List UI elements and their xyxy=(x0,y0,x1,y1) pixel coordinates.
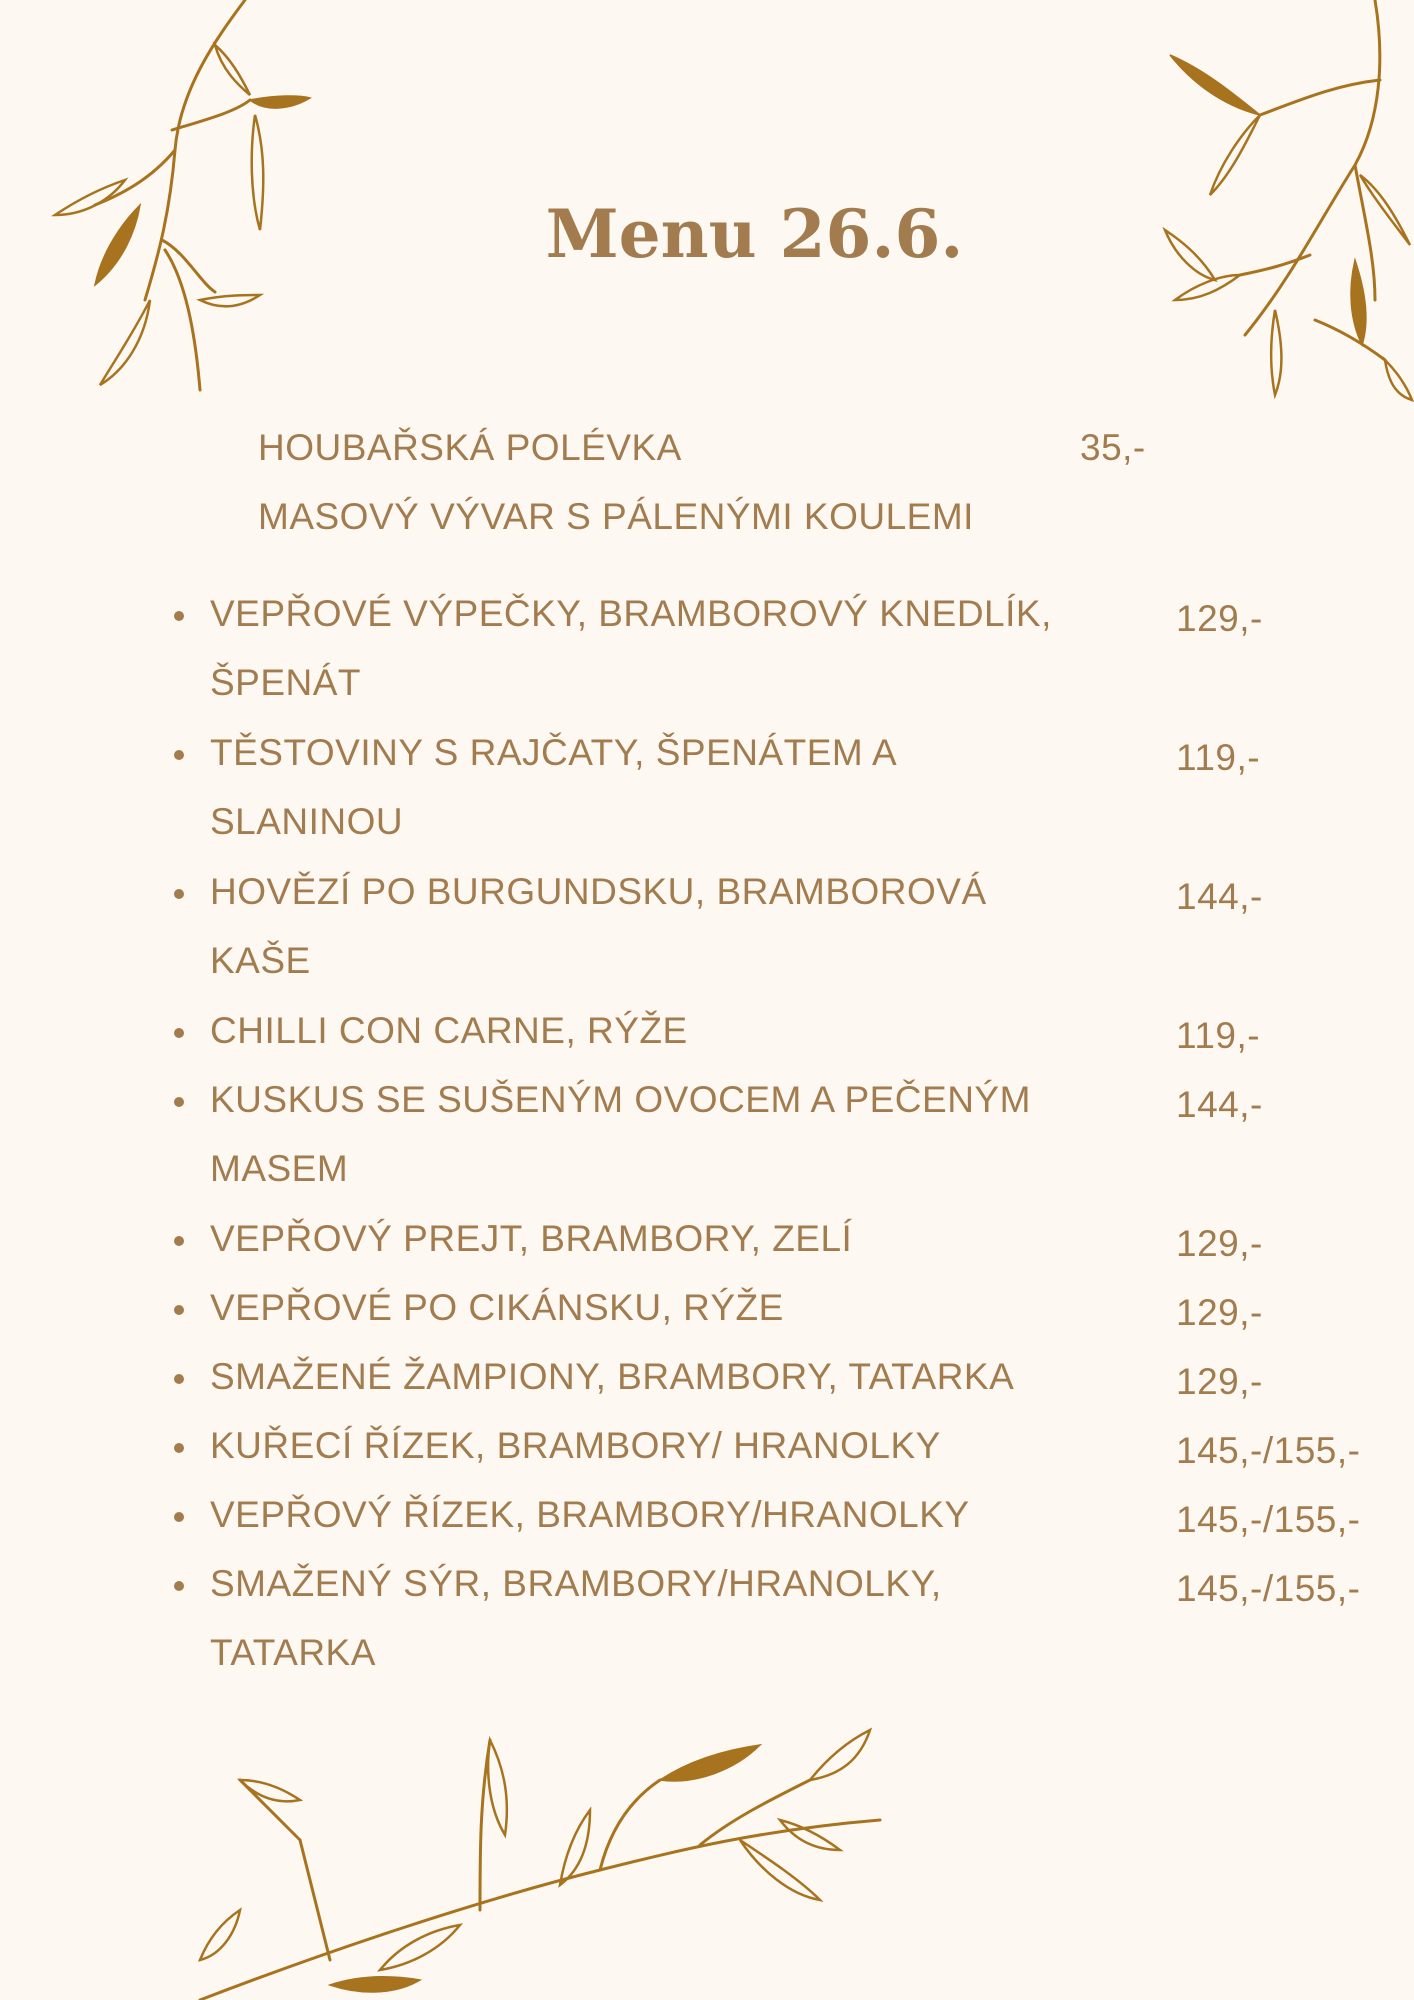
dish-price: 144,- xyxy=(1176,876,1263,917)
bullet-icon xyxy=(174,611,184,621)
bullet-icon xyxy=(174,1443,184,1453)
bullet-icon xyxy=(174,889,184,899)
bullet-icon xyxy=(174,1305,184,1315)
bullet-icon xyxy=(174,1236,184,1246)
soup-name: HOUBAŘSKÁ POLÉVKA xyxy=(258,427,682,468)
dish-price: 145,-/155,- xyxy=(1176,1499,1361,1540)
dish-price: 145,-/155,- xyxy=(1176,1568,1361,1609)
bullet-icon xyxy=(174,1374,184,1384)
dish-name: VEPŘOVÝ ŘÍZEK, BRAMBORY/HRANOLKY xyxy=(210,1494,970,1535)
dish-price: 144,- xyxy=(1176,1084,1263,1125)
dish-price: 129,- xyxy=(1176,598,1263,639)
dish-name-continued: SLANINOU xyxy=(210,801,404,842)
soup-name: MASOVÝ VÝVAR S PÁLENÝMI KOULEMI xyxy=(258,496,974,537)
branch-decoration-bottom xyxy=(180,1720,900,2000)
dish-name: KUSKUS SE SUŠENÝM OVOCEM A PEČENÝM xyxy=(210,1079,1031,1120)
dish-price: 119,- xyxy=(1176,1015,1261,1056)
dish-name-continued: TATARKA xyxy=(210,1632,376,1673)
bullet-icon xyxy=(174,1512,184,1522)
dish-name: VEPŘOVÉ VÝPEČKY, BRAMBOROVÝ KNEDLÍK, xyxy=(210,593,1052,634)
dish-name-continued: MASEM xyxy=(210,1148,349,1189)
dish-price: 129,- xyxy=(1176,1292,1263,1333)
dish-price: 145,-/155,- xyxy=(1176,1430,1361,1471)
dish-price: 119,- xyxy=(1176,737,1261,778)
dish-price: 129,- xyxy=(1176,1361,1263,1402)
bullet-icon xyxy=(174,1028,184,1038)
bullet-icon xyxy=(174,750,184,760)
dish-price: 129,- xyxy=(1176,1223,1263,1264)
dish-name: KUŘECÍ ŘÍZEK, BRAMBORY/ HRANOLKY xyxy=(210,1425,941,1466)
dish-name-continued: ŠPENÁT xyxy=(210,662,362,703)
dish-name: VEPŘOVÝ PREJT, BRAMBORY, ZELÍ xyxy=(210,1218,853,1259)
dish-name: SMAŽENÝ SÝR, BRAMBORY/HRANOLKY, xyxy=(210,1563,942,1604)
soup-price: 35,- xyxy=(1080,427,1146,468)
dish-name: CHILLI CON CARNE, RÝŽE xyxy=(210,1010,688,1051)
dish-name-continued: KAŠE xyxy=(210,940,311,981)
dish-name: HOVĚZÍ PO BURGUNDSKU, BRAMBOROVÁ xyxy=(210,871,987,912)
bullet-icon xyxy=(174,1581,184,1591)
dish-name: VEPŘOVÉ PO CIKÁNSKU, RÝŽE xyxy=(210,1287,784,1328)
dish-name: SMAŽENÉ ŽAMPIONY, BRAMBORY, TATARKA xyxy=(210,1356,1015,1397)
dish-name: TĚSTOVINY S RAJČATY, ŠPENÁTEM A xyxy=(210,732,898,773)
page-title: Menu 26.6. xyxy=(545,195,964,273)
bullet-icon xyxy=(174,1097,184,1107)
